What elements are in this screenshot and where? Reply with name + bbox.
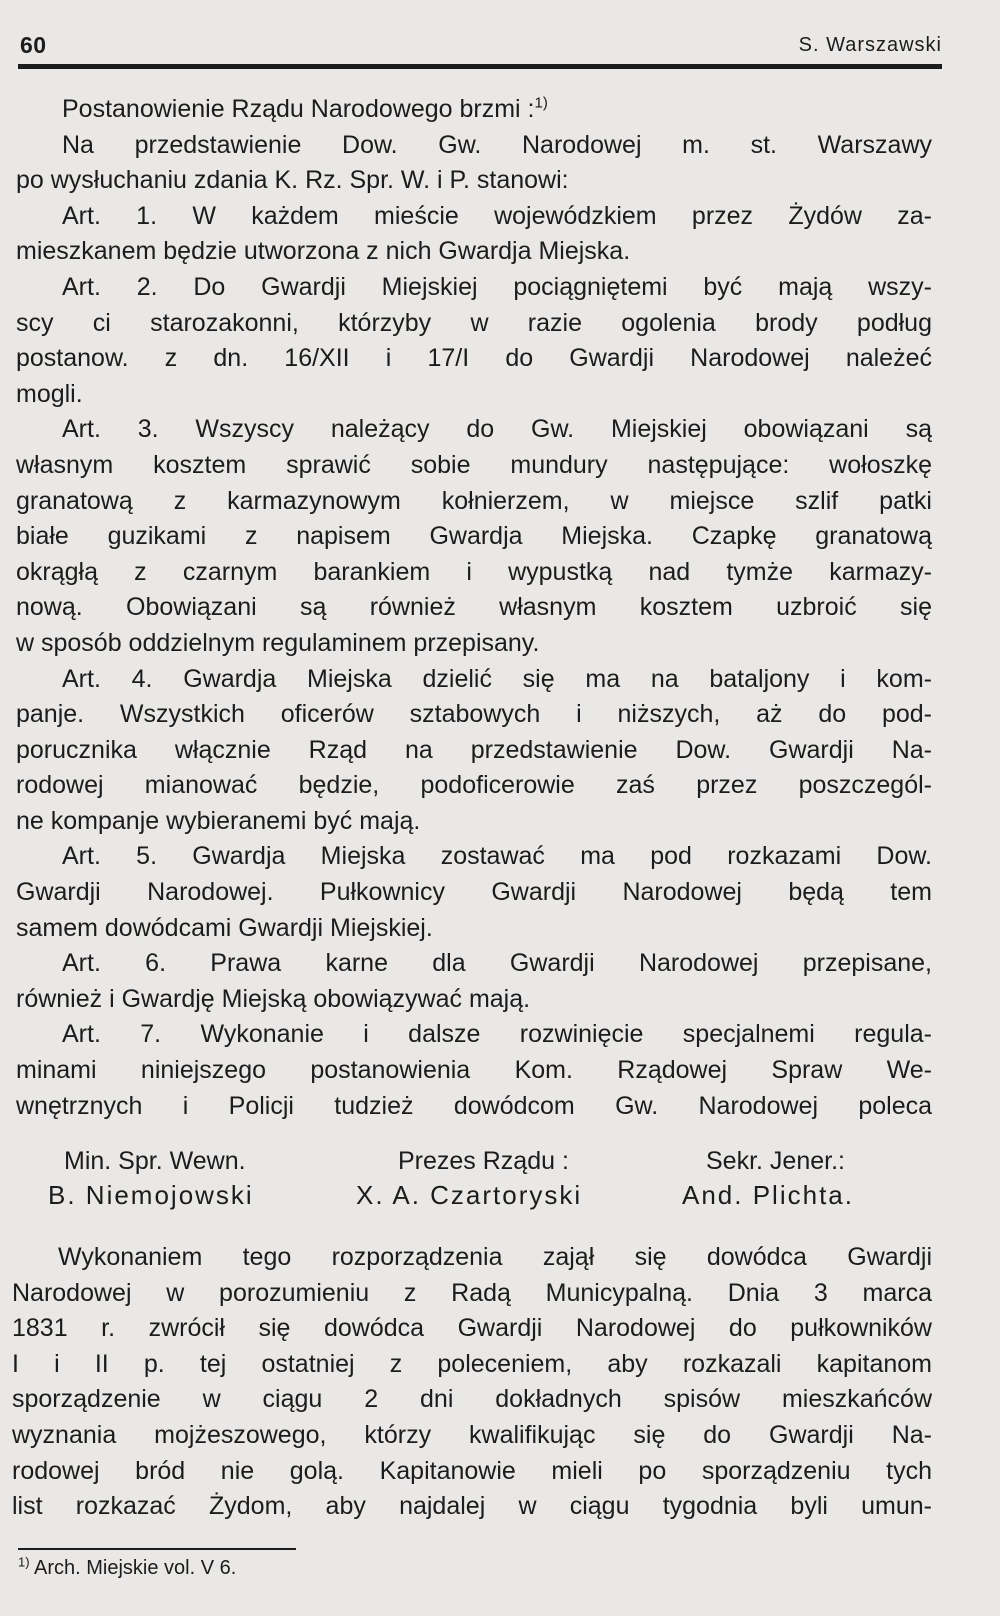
text-line: I i II p. tej ostatniej z poleceniem, aby rozkazali kapitanom bbox=[12, 1349, 932, 1378]
signature-secretary bbox=[682, 1147, 854, 1211]
article-4-line: Art. 4. Gwardja Miejska dzielić się ma na bataljony i kom- bbox=[62, 664, 932, 693]
text-line: również i Gwardję Miejską obowiązywać mają. bbox=[16, 984, 531, 1013]
text-line: sporządzenie w ciągu 2 dni dokładnych spisów mieszkańców bbox=[12, 1385, 932, 1414]
text-line: nową. Obowiązani są również własnym kosztem uzbroić się bbox=[16, 593, 932, 622]
text-line: postanow. z dn. 16/XII i 17/I do Gwardji Narodowej należeć bbox=[16, 344, 932, 373]
article-2-line: Art. 2. Do Gwardji Miejskiej pociągniętemi być mają wszy- bbox=[62, 272, 932, 301]
page-number: 60 bbox=[20, 32, 47, 58]
text-line: granatową z karmazynowym kołnierzem, w miejsce szlif patki bbox=[16, 486, 932, 515]
text-line: okrągłą z czarnym barankiem i wypustką nad tymże karmazy- bbox=[16, 557, 932, 586]
footnote-reference: 1) bbox=[534, 94, 548, 112]
text-line: Na przedstawienie Dow. Gw. Narodowej m. st. Warszawy bbox=[62, 130, 932, 159]
signature-role: Min. Spr. Wewn. bbox=[64, 1147, 246, 1175]
text-line: po wysłuchaniu zdania K. Rz. Spr. W. i P. stanowi: bbox=[16, 166, 569, 195]
signature-name: X. A. Czartoryski bbox=[356, 1180, 583, 1210]
article-5-line: Art. 5. Gwardja Miejska zostawać ma pod rozkazami Dow. bbox=[62, 842, 932, 871]
text-line: Narodowej w porozumieniu z Radą Municypalną. Dnia 3 marca bbox=[12, 1278, 932, 1307]
text-line: rodowej mianować będzie, podoficerowie zaś przez poszczegól- bbox=[16, 771, 932, 800]
article-6-line: Art. 6. Prawa karne dla Gwardji Narodowej przepisane, bbox=[62, 949, 932, 978]
text-line: panje. Wszystkich oficerów sztabowych i niższych, aż do pod- bbox=[16, 700, 932, 729]
signature-minister bbox=[48, 1147, 254, 1211]
text-line: samem dowódcami Gwardji Miejskiej. bbox=[16, 913, 433, 942]
signature-role: Sekr. Jener.: bbox=[706, 1147, 845, 1175]
text-line: Gwardji Narodowej. Pułkownicy Gwardji Narodowej będą tem bbox=[16, 878, 932, 907]
narrative-text bbox=[12, 1240, 932, 1525]
signature-president bbox=[356, 1147, 582, 1211]
text-line: białe guzikami z napisem Gwardja Miejska. Czapkę granatową bbox=[16, 522, 932, 551]
header-rule bbox=[18, 64, 942, 69]
page-header bbox=[20, 30, 942, 60]
text-line: rodowej bród nie golą. Kapitanowie mieli po sporządzeniu tych bbox=[12, 1456, 932, 1485]
signature-block bbox=[0, 1147, 1000, 1227]
text-line: scy ci starozakonni, którzyby w razie ogolenia brody podług bbox=[16, 308, 932, 337]
text-line: mogli. bbox=[16, 379, 83, 408]
footnote-mark: 1) bbox=[18, 1554, 30, 1570]
signature-name: B. Niemojowski bbox=[48, 1180, 254, 1210]
footnote-text: Arch. Miejskie vol. V 6. bbox=[34, 1557, 237, 1579]
decree-text bbox=[16, 92, 932, 1124]
text-line: własnym kosztem sprawić sobie mundury następujące: wołoszkę bbox=[16, 450, 932, 479]
text-line: minami niniejszego postanowienia Kom. Rządowej Spraw We- bbox=[16, 1056, 932, 1085]
running-head: S. Warszawski bbox=[798, 34, 942, 56]
text-line: Wykonaniem tego rozporządzenia zajął się dowódca Gwardji bbox=[58, 1243, 932, 1271]
signature-role: Prezes Rządu : bbox=[398, 1147, 569, 1175]
text-line: w sposób oddzielnym regulaminem przepisany. bbox=[16, 628, 540, 657]
text-line: mieszkanem będzie utworzona z nich Gwardja Miejska. bbox=[16, 237, 631, 266]
text-line: porucznika włącznie Rząd na przedstawienie Dow. Gwardji Na- bbox=[16, 735, 932, 764]
text-line: wyznania mojżeszowego, którzy kwalifikując się do Gwardji Na- bbox=[12, 1420, 932, 1449]
article-3-line: Art. 3. Wszyscy należący do Gw. Miejskiej obowiązani są bbox=[62, 415, 932, 444]
text-line: wnętrznych i Policji tudzież dowódcom Gw. Narodowej poleca bbox=[16, 1091, 932, 1120]
footnote-rule bbox=[18, 1548, 296, 1550]
signature-name: And. Plichta. bbox=[682, 1180, 854, 1210]
article-7-line: Art. 7. Wykonanie i dalsze rozwinięcie specjalnemi regula- bbox=[62, 1020, 932, 1049]
text-line: list rozkazać Żydom, aby najdalej w ciągu tygodnia byli umun- bbox=[12, 1492, 932, 1521]
decree-intro-line: Postanowienie Rządu Narodowego brzmi :$^{1)}$ bbox=[62, 94, 548, 123]
footnote bbox=[18, 1554, 237, 1580]
text-line: ne kompanje wybieranemi być mają. bbox=[16, 806, 421, 835]
text-line: 1831 r. zwrócił się dowódca Gwardji Narodowej do pułkowników bbox=[12, 1314, 932, 1343]
article-1-line: Art. 1. W każdem mieście wojewódzkiem przez Żydów za- bbox=[62, 201, 932, 230]
